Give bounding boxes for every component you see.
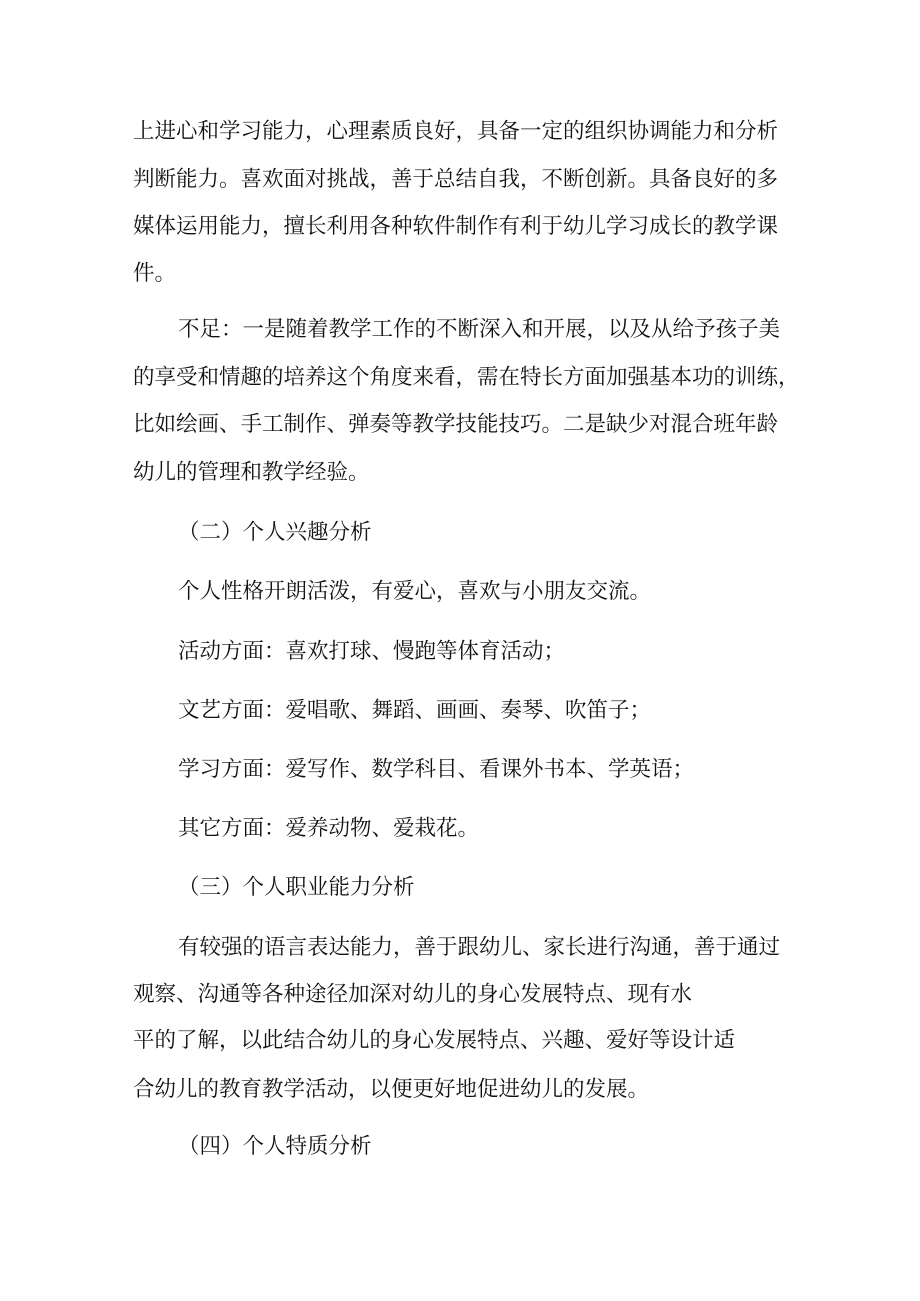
- paragraph-line: 观察、沟通等各种途径加深对幼儿的身心发展特点、现有水: [133, 982, 693, 1007]
- paragraph-line: 个人性格开朗活泼，有爱心，喜欢与小朋友交流。: [178, 579, 652, 604]
- paragraph-line: 上进心和学习能力，心理素质良好，具备一定的组织协调能力和分析: [133, 119, 779, 144]
- paragraph-line: 活动方面：喜欢打球、慢跑等体育活动；: [178, 639, 566, 664]
- paragraph-line: 媒体运用能力，擅长利用各种软件制作有利于幼儿学习成长的教学课: [133, 214, 779, 239]
- section-heading: （四）个人特质分析: [178, 1134, 372, 1159]
- paragraph-line: 文艺方面：爱唱歌、舞蹈、画画、奏琴、吹笛子；: [178, 698, 652, 723]
- paragraph-line: 合幼儿的教育教学活动，以便更好地促进幼儿的发展。: [133, 1077, 650, 1102]
- paragraph-line: 幼儿的管理和教学经验。: [133, 460, 370, 485]
- paragraph-line: 判断能力。喜欢面对挑战，善于总结自我，不断创新。具备良好的多: [133, 167, 779, 192]
- paragraph-line: 平的了解，以此结合幼儿的身心发展特点、兴趣、爱好等设计适: [133, 1028, 736, 1053]
- paragraph-line: 比如绘画、手工制作、弹奏等教学技能技巧。二是缺少对混合班年龄: [133, 412, 779, 437]
- paragraph-line: 有较强的语言表达能力，善于跟幼儿、家长进行沟通，善于通过: [178, 935, 781, 960]
- section-heading: （二）个人兴趣分析: [178, 520, 372, 545]
- section-heading: （三）个人职业能力分析: [178, 875, 415, 900]
- paragraph-line: 的享受和情趣的培养这个角度来看，需在特长方面加强基本功的训练，: [133, 365, 800, 390]
- paragraph-line: 其它方面：爱养动物、爱栽花。: [178, 816, 480, 841]
- paragraph-line: 不足：一是随着教学工作的不断深入和开展，以及从给予孩子美: [178, 317, 781, 342]
- paragraph-line: 学习方面：爱写作、数学科目、看课外书本、学英语；: [178, 757, 695, 782]
- paragraph-line: 件。: [133, 261, 177, 286]
